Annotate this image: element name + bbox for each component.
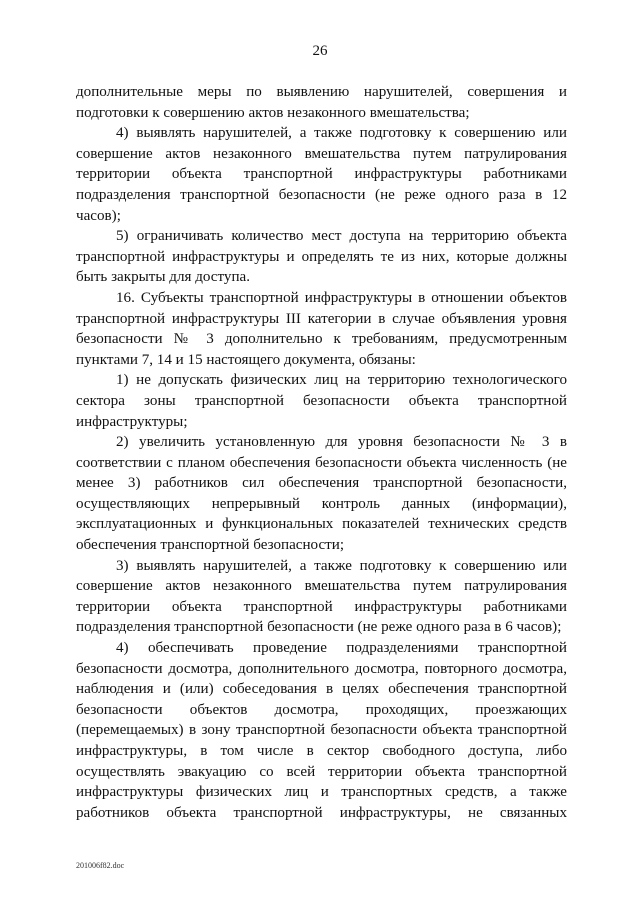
paragraph-item-4: 4) выявлять нарушителей, а также подготовку к совершению или совершение актов незаконного вмешательства путем патрулирования территории объекта транспортной инфраструктуры работниками подразделения транспортной безопасности (не реже одного раза в 12 часов); bbox=[76, 125, 567, 224]
paragraph-clause-16-item-4: 4) обеспечивать проведение подразделениями транспортной безопасности досмотра, дополнительного досмотра, повторного досмотра, наблюдения и (или) собеседования в целях обеспечения транспортной безопасности объектов досмотра, проходящих, проезжающих (перемещаемых) в зону транспортной безопасности объекта транспортной инфраструктуры, в том числе в сектор свободного доступа, либо осуществлять эвакуацию со всей территории объекта транспортной инфраструктуры физических лиц и транспортных средств, а также работников объекта транспортной инфраструктуры, не связанных bbox=[76, 640, 567, 821]
paragraph-clause-16-item-1: 1) не допускать физических лиц на территорию технологического сектора зоны транспортной безопасности объекта транспортной инфраструктуры; bbox=[76, 372, 567, 430]
paragraph-clause-16-item-3: 3) выявлять нарушителей, а также подготовку к совершению или совершение актов незаконного вмешательства путем патрулирования территории объекта транспортной инфраструктуры работниками подразделения транспортной безопасности (не реже одного раза в 6 часов); bbox=[76, 557, 567, 636]
page-number: 26 bbox=[312, 43, 328, 59]
document-body bbox=[76, 82, 567, 823]
paragraph-clause-16-item-2: 2) увеличить установленную для уровня безопасности № 3 в соответствии с планом обеспечения безопасности объекта численность (не менее 3) работников сил обеспечения транспортной безопасности, осуществляющих непрерывный контроль данных (информации), эксплуатационных и функциональных показателей технических средств обеспечения транспортной безопасности; bbox=[76, 434, 567, 554]
paragraph-continuation: дополнительные меры по выявлению нарушителей, совершения и подготовки к совершению актов незаконного вмешательства; bbox=[76, 84, 567, 121]
paragraph-item-5: 5) ограничивать количество мест доступа на территорию объекта транспортной инфраструктуры и определять те из них, которые должны быть закрыты для доступа. bbox=[76, 228, 567, 286]
footer-filename: 201006f82.doc bbox=[76, 861, 125, 870]
paragraph-clause-16: 16. Субъекты транспортной инфраструктуры в отношении объектов транспортной инфраструктуры III категории в случае объявления уровня безопасности № 3 дополнительно к требованиям, предусмотренным пунктами 7, 14 и 15 настоящего документа, обязаны: bbox=[76, 289, 567, 368]
